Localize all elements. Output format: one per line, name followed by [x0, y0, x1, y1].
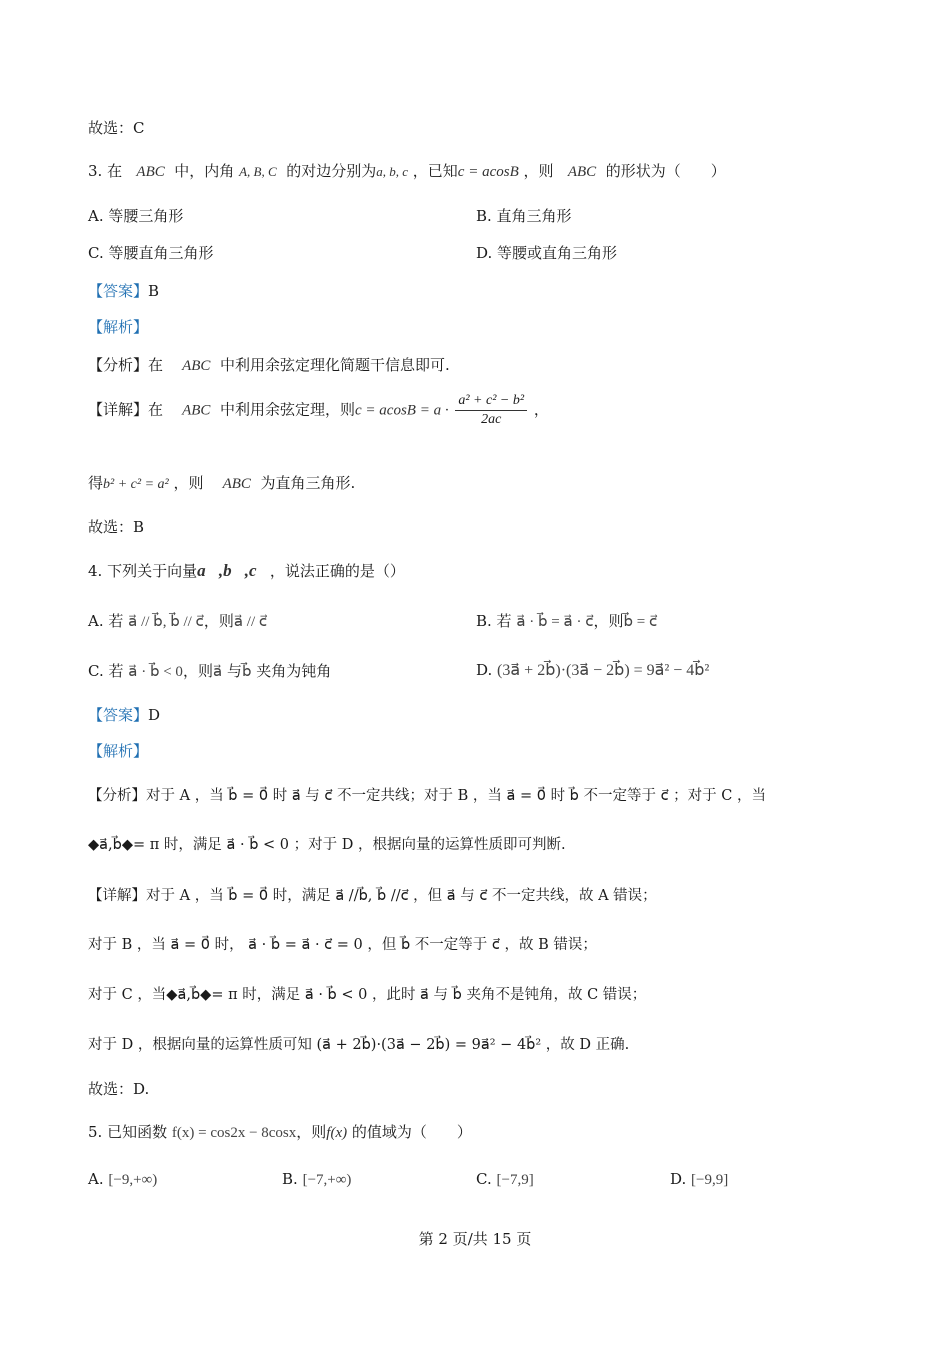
q4-stem [88, 560, 405, 581]
q4-stem-prefix: 4. 下列关于向量 [88, 562, 198, 580]
q4-fenxi-line2: ◆a⃗,b⃗◆= π 时，满足 a⃗ · b⃗ < 0 ；对于 D ，根据向量的运算性质即可判断. [88, 837, 566, 853]
q3-stem-end: 的形状为（ ） [605, 162, 726, 180]
q4-option-c-cond: a⃗ · b⃗ < 0 [128, 664, 183, 680]
q4-option-c-end: 夹角为钝角 [256, 662, 332, 680]
prev-conclusion: 故选：C [88, 119, 145, 137]
q3-fenxi-triangle: ABC [182, 358, 211, 374]
q3-angles: A, B, C [239, 164, 277, 179]
q5-function: f(x) = cos2x − 8cosx [171, 1125, 297, 1141]
q3-xiangjie-mid: 中利用余弦定理，则 [220, 400, 356, 419]
q5-stem-mid: ，则 [296, 1123, 327, 1141]
q4-option-c-pre: C. 若 [88, 662, 124, 680]
q3-answer-value: B [148, 282, 160, 300]
q3-stem-mid2: 的对边分别为 [286, 162, 377, 180]
q4-option-c-mid: ，则 [182, 662, 213, 680]
q3-xiangjie-pre: 在 [148, 400, 164, 419]
q4-option-c [88, 660, 331, 681]
q5-option-d-value: [−9,9] [691, 1172, 729, 1188]
q5-stem-end: 的值域为（ ） [351, 1123, 472, 1141]
q4-option-b [476, 610, 657, 631]
q3-stem-mid1: 中，内角 [174, 162, 235, 180]
q3-fraction-numerator: a² + c² − b² [455, 392, 527, 411]
q3-de-pre: 得 [88, 474, 104, 492]
q3-xiangjie-formula: c = acosB = a · [355, 402, 449, 419]
q3-de [88, 472, 355, 493]
q5-option-b [282, 1170, 351, 1189]
q3-fenxi-tag: 【分析】 [88, 356, 149, 374]
q3-stem-mid3: ，已知 [412, 162, 458, 180]
q4-option-c-vec-b: b⃗ [241, 664, 252, 680]
q5-option-c-label: C. [476, 1170, 492, 1188]
q3-analysis-tag: 【解析】 [88, 318, 149, 336]
q3-de-triangle: ABC [222, 476, 251, 492]
q5-option-a [88, 1170, 157, 1189]
q4-option-d [476, 660, 709, 680]
q4-option-b-result: b⃗ = c⃗ [623, 614, 658, 630]
q5-option-d-label: D. [670, 1170, 687, 1188]
q3-option-b: B. 直角三角形 [476, 207, 572, 225]
q4-option-c-mid2: 与 [226, 662, 242, 680]
q4-answer-tag: 【答案】 [88, 706, 149, 724]
q3-xiangjie-end: ， [533, 400, 549, 419]
q3-cosine-fraction [455, 392, 527, 429]
q3-option-c: C. 等腰直角三角形 [88, 244, 214, 262]
q4-detail-line2: 对于 B ，当 a⃗ = 0⃗ 时， a⃗ · b⃗ = a⃗ · c⃗ = 0 ，但 b⃗ 不一定等于 c⃗ ，故 B 错误； [88, 937, 597, 953]
q3-triangle: ABC [136, 164, 165, 180]
q5-option-c-value: [−7,9] [496, 1172, 534, 1188]
q4-option-b-pre: B. 若 [476, 612, 512, 630]
q4-option-a [88, 610, 267, 631]
q3-option-a: A. 等腰三角形 [88, 207, 184, 225]
q3-answer-tag: 【答案】 [88, 282, 149, 300]
q4-option-a-cond: a⃗ // b⃗, b⃗ // c⃗ [128, 614, 204, 630]
q3-de-end: 为直角三角形. [260, 474, 356, 492]
q5-option-a-label: A. [88, 1170, 104, 1188]
q3-answer [88, 280, 159, 301]
q4-option-a-mid: ，则 [203, 612, 234, 630]
q4-answer-value: D [148, 706, 161, 724]
q3-sides: a, b, c [376, 164, 408, 179]
q3-de-mid: ，则 [173, 474, 204, 492]
q4-fenxi-line1: 【分析】对于 A ，当 b⃗ = 0⃗ 时 a⃗ 与 c⃗ 不一定共线；对于 B ，当 a⃗ = 0⃗ 时 b⃗ 不一定等于 c⃗ ；对于 C ，当 [88, 788, 766, 804]
q3-fenxi-pre: 在 [148, 356, 164, 374]
q3-stem-prefix: 3. 在 [88, 162, 123, 180]
q5-stem-pre: 5. 已知函数 [88, 1123, 168, 1141]
q3-conclusion: 故选：B [88, 518, 145, 536]
q4-option-b-mid: ，则 [593, 612, 624, 630]
q5-option-b-value: [−7,+∞) [302, 1172, 352, 1188]
q3-condition: c = acosB [457, 164, 519, 180]
q4-answer [88, 704, 160, 725]
q4-detail-line4: 对于 D ，根据向量的运算性质可知 (a⃗ + 2b⃗)·(3a⃗ − 2b⃗) = 9a⃗² − 4b⃗² ，故 D 正确. [88, 1037, 630, 1053]
q4-option-d-formula: (3a⃗ + 2b⃗)·(3a⃗ − 2b⃗) = 9a⃗² − 4b⃗² [497, 662, 710, 679]
q3-stem [88, 160, 726, 181]
q5-option-c [476, 1170, 534, 1189]
q5-fx: f(x) [326, 1125, 348, 1141]
q4-option-d-pre: D. [476, 661, 493, 679]
q5-option-d [670, 1170, 728, 1189]
q4-stem-end: ，说法正确的是（） [269, 562, 405, 580]
q3-stem-mid4: ，则 [523, 162, 554, 180]
q3-fenxi [88, 354, 450, 375]
q4-vectors: a⃗,b⃗,c⃗ [197, 561, 270, 580]
q4-analysis-tag: 【解析】 [88, 742, 149, 760]
q5-option-b-label: B. [282, 1170, 298, 1188]
q4-detail-line1: 【详解】对于 A ，当 b⃗ = 0⃗ 时，满足 a⃗ //b⃗, b⃗ //c⃗ ，但 a⃗ 与 c⃗ 不一定共线，故 A 错误； [88, 888, 657, 904]
q3-option-d: D. 等腰或直角三角形 [476, 244, 618, 262]
q3-xiangjie [88, 392, 549, 429]
q3-de-formula: b² + c² = a² [103, 477, 169, 492]
q3-fraction-denominator: 2ac [481, 412, 502, 427]
q4-option-c-vec-a: a⃗ [212, 664, 223, 680]
page-footer: 第 2 页/共 15 页 [418, 1230, 532, 1248]
q3-fenxi-post: 中利用余弦定理化简题干信息即可. [220, 356, 450, 374]
q5-option-a-value: [−9,+∞) [108, 1172, 158, 1188]
q4-option-a-result: a⃗ // c⃗ [233, 614, 268, 630]
q4-option-a-pre: A. 若 [88, 612, 124, 630]
q4-conclusion: 故选：D. [88, 1080, 150, 1098]
q4-detail-line3: 对于 C ，当◆a⃗,b⃗◆= π 时，满足 a⃗ · b⃗ < 0 ，此时 a⃗ 与 b⃗ 夹角不是钝角，故 C 错误； [88, 987, 647, 1003]
q5-stem [88, 1121, 472, 1142]
q3-xiangjie-tag: 【详解】 [88, 400, 149, 419]
q4-option-b-cond: a⃗ · b⃗ = a⃗ · c⃗ [516, 614, 594, 630]
q3-xiangjie-triangle: ABC [182, 402, 211, 419]
q3-triangle-2: ABC [567, 164, 597, 180]
